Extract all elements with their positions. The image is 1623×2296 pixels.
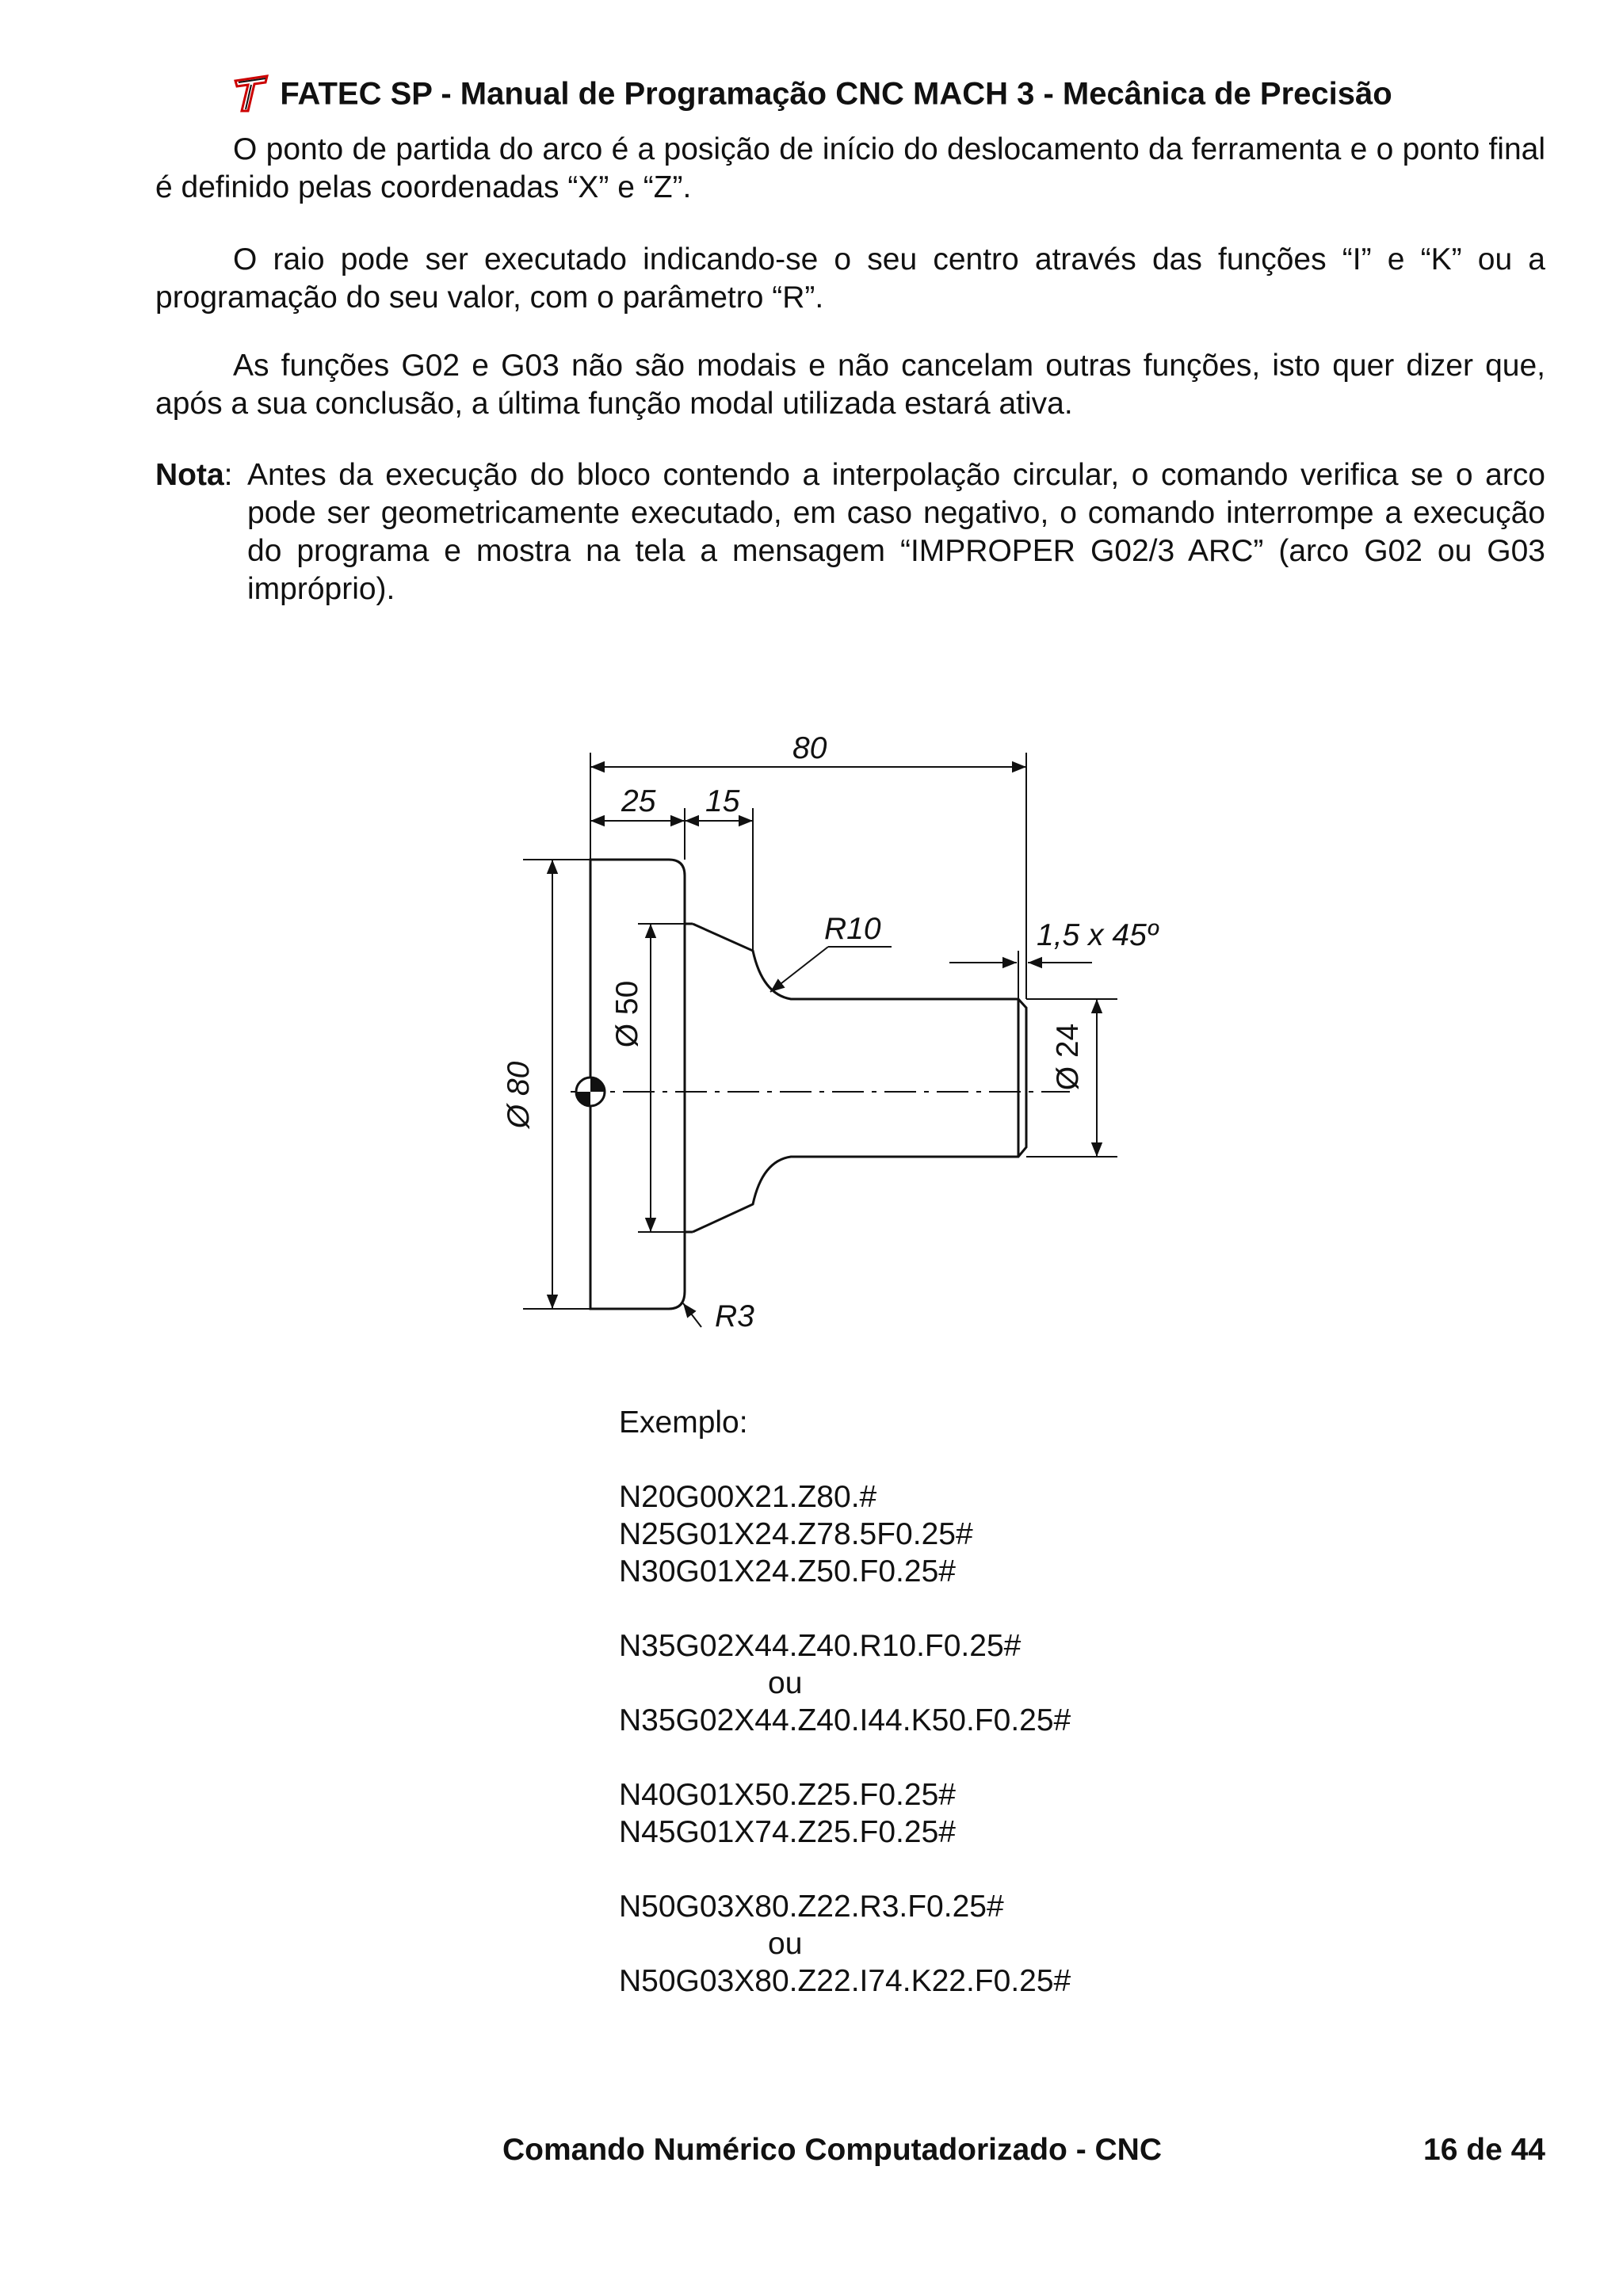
note-text: Antes da execução do bloco contendo a interpolação circular, o comando verifica se o arco pode ser geometricamente executado, em caso negativo, o comando interrompe a execução do programa e mostra na tela a mensagem “IMPROPER G02/3 ARC” (arco G02 ou G03 impróprio).	[247, 458, 1545, 606]
code-line-blank	[619, 1590, 1071, 1627]
dim-25-label: 25	[621, 784, 656, 818]
code-line: N25G01X24.Z78.5F0.25#	[619, 1517, 973, 1551]
dia-80-label: Ø 80	[502, 1061, 536, 1129]
dia-24-label: Ø 24	[1051, 1023, 1085, 1091]
code-line: N50G03X80.Z22.R3.F0.25#	[619, 1890, 1004, 1924]
paragraph-arc-start: O ponto de partida do arco é a posição de início do deslocamento da ferramenta e o ponto final é definido pelas coordenadas “X” e “Z”.	[155, 132, 1545, 204]
code-line: N35G02X44.Z40.I44.K50.F0.25#	[619, 1703, 1071, 1737]
paragraph-radius: O raio pode ser executado indicando-se o seu centro através das funções “I” e “K” ou a programação do seu valor, com o parâmetro “R”.	[155, 242, 1545, 315]
chamfer-label: 1,5 x 45º	[1037, 918, 1159, 952]
code-line: N40G01X50.Z25.F0.25#	[619, 1778, 956, 1812]
code-line: N50G03X80.Z22.I74.K22.F0.25#	[619, 1964, 1071, 1998]
r10-label: R10	[824, 912, 881, 946]
paragraph-modal: As funções G02 e G03 não são modais e não cancelam outras funções, isto quer dizer que, após a sua conclusão, a última função modal utilizada estará ativa.	[155, 349, 1545, 421]
code-line: N30G01X24.Z50.F0.25#	[619, 1554, 956, 1589]
code-line-or: ou	[768, 1927, 803, 1961]
dim-80-label: 80	[792, 731, 827, 765]
footer-title: Comando Numérico Computadorizado - CNC	[502, 2133, 1163, 2167]
r3-leader	[683, 1303, 701, 1327]
dim-15-label: 15	[705, 784, 740, 818]
cnc-example	[619, 1404, 1071, 2000]
code-line: N20G00X21.Z80.#	[619, 1480, 877, 1514]
code-line: N45G01X74.Z25.F0.25#	[619, 1815, 956, 1849]
technical-drawing	[444, 713, 1205, 1363]
page-number: 16 de 44	[1423, 2133, 1545, 2167]
fatec-logo-icon	[231, 73, 272, 114]
datum-origin-icon	[576, 1077, 605, 1106]
dia-50-label: Ø 50	[610, 980, 644, 1048]
part-outline	[590, 860, 1026, 1309]
page-header	[0, 73, 1623, 114]
example-title: Exemplo:	[619, 1405, 748, 1440]
code-line-blank	[619, 1851, 1071, 1888]
page-title: FATEC SP - Manual de Programação CNC MACH 3 - Mecânica de Precisão	[280, 76, 1392, 112]
note-block	[155, 456, 1545, 608]
code-line-or: ou	[768, 1666, 803, 1700]
code-line: N35G02X44.Z40.R10.F0.25#	[619, 1629, 1022, 1663]
r10-leader	[770, 947, 828, 992]
note-label: Nota:	[155, 458, 233, 492]
code-line-blank	[619, 1739, 1071, 1776]
r3-label: R3	[715, 1299, 754, 1333]
